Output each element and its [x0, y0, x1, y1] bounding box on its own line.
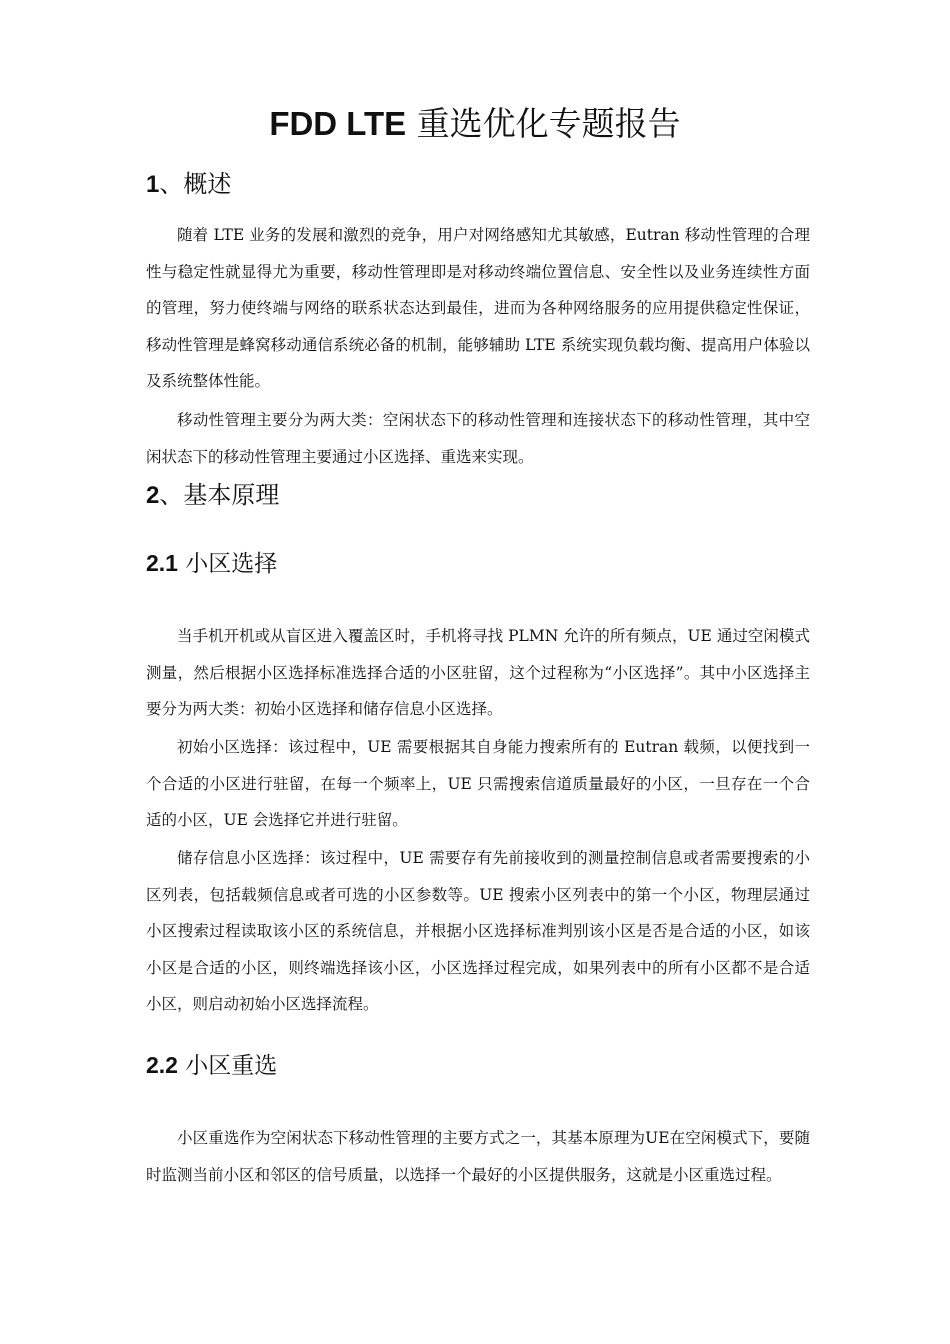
subsection-heading-cell-reselection: 2.2 小区重选	[146, 1052, 278, 1079]
title-latin: FDD LTE	[269, 105, 407, 142]
subsection-heading-cell-selection: 2.1 小区选择	[146, 550, 278, 577]
paragraph: 储存信息小区选择：该过程中，UE 需要存有先前接收到的测量控制信息或者需要搜索的小区列表，包括载频信息或者可选的小区参数等。UE 搜索小区列表中的第一个小区，物理层通过小区搜索过程读取该小区的系统信息，并根据小区选择标准判别该小区是否是合适的小区，如该小区是合适的小区，则终端选择该小区，小区选择过程完成，如果列表中的所有小区都不是合适小区，则启动初始小区选择流程。	[146, 849, 810, 1013]
title-cn: 重选优化专题报告	[406, 104, 681, 143]
paragraph: 移动性管理主要分为两大类：空闲状态下的移动性管理和连接状态下的移动性管理，其中空闲状态下的移动性管理主要通过小区选择、重选来实现。	[146, 411, 810, 466]
section-heading-overview: 1、概述	[146, 170, 232, 198]
paragraph: 小区重选作为空闲状态下移动性管理的主要方式之一，其基本原理为UE在空闲模式下，要随时监测当前小区和邻区的信号质量，以选择一个最好的小区提供服务，这就是小区重选过程。	[146, 1129, 810, 1184]
paragraph: 随着 LTE 业务的发展和激烈的竞争，用户对网络感知尤其敏感，Eutran 移动性管理的合理性与稳定性就显得尤为重要，移动性管理即是对移动终端位置信息、安全性以及业务连续性方面的管理，努力使终端与网络的联系状态达到最佳，进而为各种网络服务的应用提供稳定性保证，移动性管理是蜂窝移动通信系统必备的机制，能够辅助 LTE 系统实现负载均衡、提高用户体验以及系统整体性能。	[146, 226, 810, 390]
document-title	[0, 100, 950, 148]
paragraph: 初始小区选择：该过程中，UE 需要根据其自身能力搜索所有的 Eutran 载频，以便找到一个合适的小区进行驻留，在每一个频率上，UE 只需搜索信道质量最好的小区，一旦存在一个合适的小区，UE 会选择它并进行驻留。	[146, 738, 810, 829]
paragraph: 当手机开机或从盲区进入覆盖区时，手机将寻找 PLMN 允许的所有频点，UE 通过空闲模式测量，然后根据小区选择标准选择合适的小区驻留，这个过程称为“小区选择”。其中小区选择主要分为两大类：初始小区选择和储存信息小区选择。	[146, 627, 810, 718]
section-heading-principle: 2、基本原理	[146, 481, 280, 509]
